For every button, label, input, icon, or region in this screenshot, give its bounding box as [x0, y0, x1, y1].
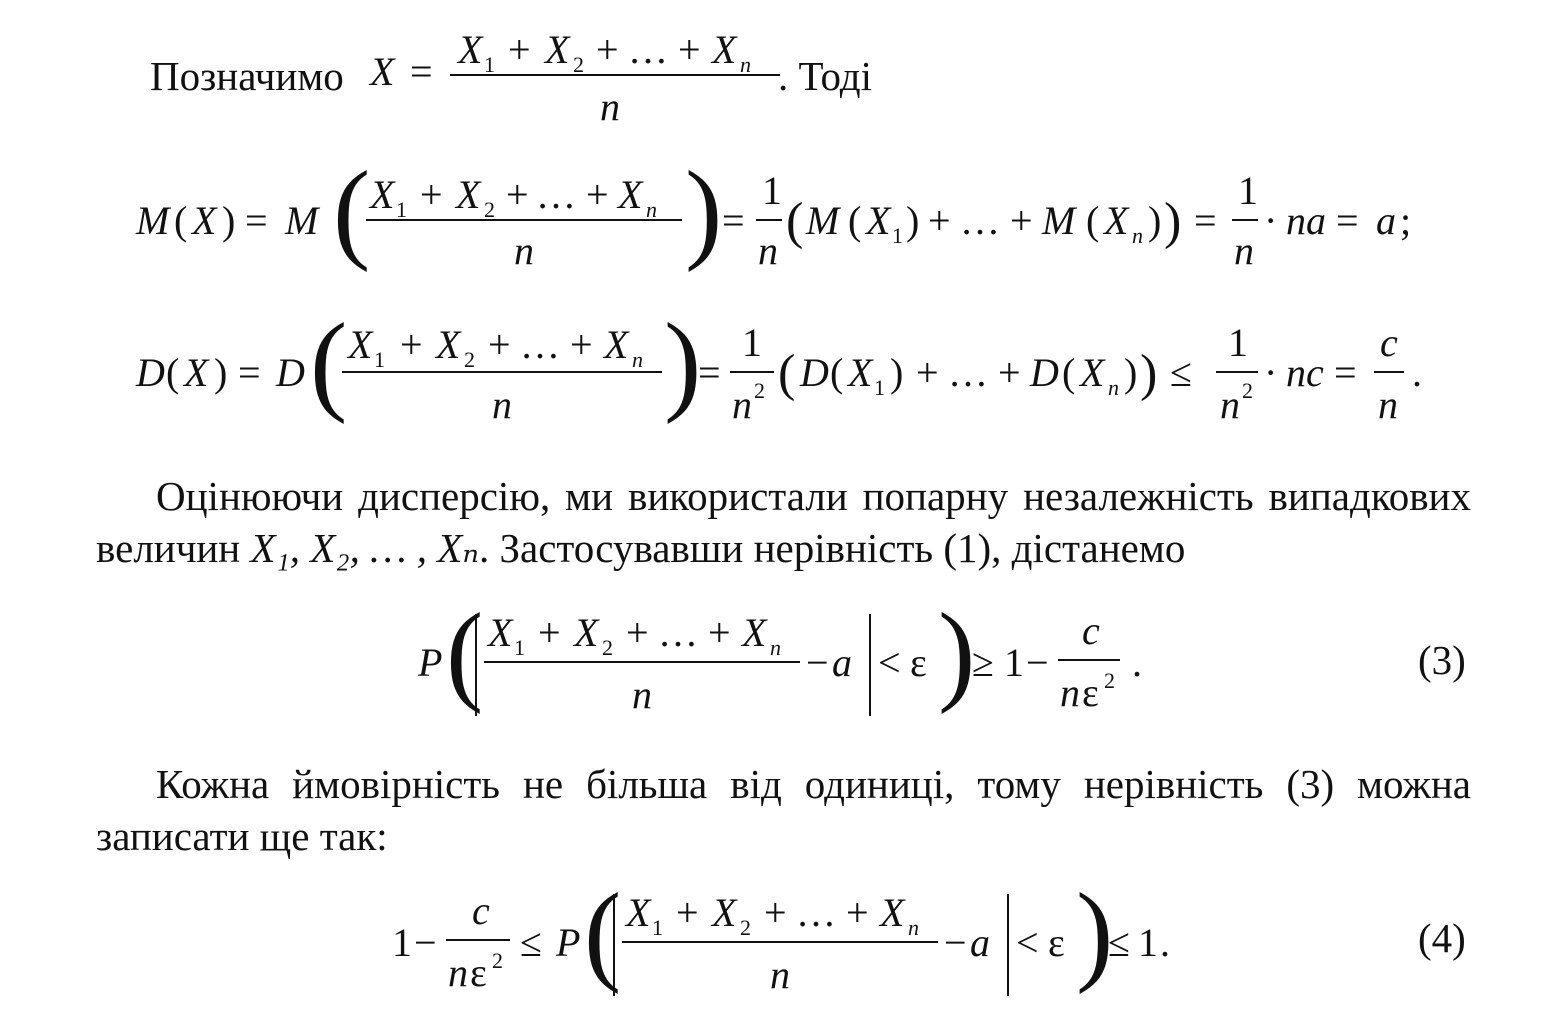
plus-sign: + — [586, 172, 609, 217]
sub-1: 1 — [484, 52, 495, 77]
x1-symbol: X — [348, 322, 373, 367]
dots: … — [628, 27, 668, 72]
plus-sign: + — [1010, 198, 1033, 243]
big-lparen: ( — [310, 301, 348, 425]
minus-sign: − — [944, 920, 967, 965]
plus-sign: + — [998, 350, 1021, 395]
plus-sign: + — [538, 610, 561, 655]
denominator-n: n — [1220, 382, 1240, 427]
equals-sign: = — [1336, 198, 1359, 243]
denominator-n: n — [1234, 228, 1254, 273]
x2-symbol: X — [545, 27, 570, 72]
le-sign: ≤ — [520, 920, 542, 965]
sub-1: 1 — [892, 223, 903, 248]
paragraph-variance-note — [96, 470, 1471, 574]
lparen: ( — [830, 350, 844, 395]
superscript-2: 2 — [754, 378, 765, 403]
lparen: ( — [1086, 198, 1100, 243]
big-lparen: ( — [333, 149, 371, 273]
lparen: ( — [1062, 350, 1076, 395]
x1-symbol: X — [848, 350, 873, 395]
plus-sign: + — [596, 27, 619, 72]
equals-sign: = — [410, 49, 433, 94]
sub-n: n — [740, 52, 751, 77]
lparen: ( — [778, 345, 796, 402]
dot: · — [1264, 350, 1278, 395]
sub-2: 2 — [464, 347, 475, 372]
xn-symbol: X — [1080, 350, 1105, 395]
denominator-n: n — [732, 382, 752, 427]
sub-2: 2 — [602, 635, 613, 660]
superscript-2: 2 — [492, 948, 503, 973]
plus-sign: + — [488, 322, 511, 367]
plus-sign: + — [916, 350, 939, 395]
x1-symbol: X — [488, 610, 513, 655]
one: 1 — [392, 920, 412, 965]
sub-n: n — [646, 197, 657, 222]
d-symbol: D — [800, 350, 829, 395]
c-symbol: c — [472, 888, 490, 933]
lparen: ( — [166, 350, 180, 395]
equation-3 — [412, 591, 1172, 730]
sub-n: n — [1108, 375, 1119, 400]
epsilon-symbol: ε — [910, 640, 927, 685]
semicolon: ; — [1400, 198, 1412, 243]
denominator-n: n — [1378, 382, 1398, 427]
plus-sign: + — [846, 890, 869, 935]
dot: · — [1264, 198, 1278, 243]
denominator-n: n — [1060, 670, 1080, 715]
superscript-2: 2 — [1104, 668, 1115, 693]
intro-lead — [150, 53, 344, 99]
xn-symbol: X — [618, 172, 643, 217]
sub-2: 2 — [740, 915, 751, 940]
sub-1: 1 — [874, 375, 885, 400]
big-rparen: ) — [664, 301, 702, 425]
superscript-2: 2 — [1242, 378, 1253, 403]
lt-sign: < — [1016, 920, 1039, 965]
equals-sign: = — [1194, 198, 1217, 243]
sub-n: n — [1132, 223, 1143, 248]
plus-sign: + — [676, 890, 699, 935]
x-symbol: X — [184, 350, 209, 395]
big-lparen: ( — [446, 591, 484, 715]
x2-symbol: X — [712, 890, 737, 935]
x-symbol: X — [192, 198, 217, 243]
plus-sign: + — [626, 610, 649, 655]
denominator-n: n — [770, 952, 790, 997]
x1-symbol: X — [458, 27, 483, 72]
big-rparen: ) — [685, 149, 723, 273]
xn-symbol: X — [1104, 198, 1129, 243]
denominator-n: n — [514, 228, 534, 273]
one: 1 — [1138, 920, 1158, 965]
rparen: ) — [1140, 345, 1158, 402]
equals-sign: = — [1334, 350, 1357, 395]
random-variables-list: X₁, X₂, … , Xₙ — [250, 525, 479, 571]
plus-sign: + — [420, 172, 443, 217]
d-symbol: D — [276, 350, 305, 395]
m-symbol: M — [806, 198, 840, 243]
equation-4 — [386, 871, 1186, 1010]
lparen: ( — [786, 193, 804, 250]
m-symbol: M — [136, 198, 170, 243]
sub-2: 2 — [573, 52, 584, 77]
plus-sign: + — [764, 890, 787, 935]
xn-symbol: X — [880, 890, 905, 935]
equation-3-number: (3) — [1418, 637, 1466, 683]
plus-sign: + — [928, 198, 951, 243]
p-symbol: P — [418, 640, 443, 685]
rparen: ) — [214, 350, 228, 395]
minus-sign: − — [414, 920, 437, 965]
c-symbol: c — [1380, 320, 1398, 365]
epsilon-symbol: ε — [1048, 920, 1065, 965]
sub-1: 1 — [396, 197, 407, 222]
lparen: ( — [848, 198, 862, 243]
dots: … — [658, 610, 698, 655]
rparen: ) — [222, 198, 236, 243]
equals-sign: = — [245, 198, 268, 243]
numerator-1: 1 — [762, 168, 782, 213]
a-symbol: a — [832, 640, 852, 685]
rparen: ) — [1124, 350, 1138, 395]
equals-sign: = — [722, 198, 745, 243]
ge-sign: ≥ — [972, 640, 994, 685]
period: . — [1132, 640, 1142, 685]
paragraph1-text-a: Оцінюючи дисперсію, ми використали попарну незалежність випадкових величин — [96, 473, 1471, 571]
plus-sign: + — [508, 27, 531, 72]
period: . — [1412, 350, 1422, 395]
xn-symbol: X — [742, 610, 767, 655]
sub-n: n — [770, 635, 781, 660]
one: 1 — [1004, 640, 1024, 685]
plus-sign: + — [708, 610, 731, 655]
d-symbol: D — [1030, 350, 1059, 395]
equals-sign: = — [238, 350, 261, 395]
le-sign: ≤ — [1108, 920, 1130, 965]
xn-symbol: X — [604, 322, 629, 367]
equals-sign: = — [698, 350, 721, 395]
minus-sign: − — [806, 640, 829, 685]
rparen: ) — [1164, 193, 1182, 250]
paragraph2-text: Кожна ймовірність не більша від одиниці, тому нерівність (3) можна записати ще так: — [96, 761, 1471, 859]
plus-sign: + — [570, 322, 593, 367]
period: . — [1160, 920, 1170, 965]
rparen: ) — [890, 350, 904, 395]
rparen: ) — [1148, 198, 1162, 243]
xn-symbol: X — [712, 27, 737, 72]
m-symbol: M — [1042, 198, 1076, 243]
lparen: ( — [174, 198, 188, 243]
x2-symbol: X — [456, 172, 481, 217]
denominator-n: n — [448, 950, 468, 995]
a-symbol: a — [970, 920, 990, 965]
paragraph1-text-b: . Застосувавши нерівність (1), дістанемо — [478, 525, 1186, 571]
numerator-1: 1 — [1228, 320, 1248, 365]
x1-symbol: X — [866, 198, 891, 243]
dots: … — [796, 890, 836, 935]
denominator-n: n — [492, 382, 512, 427]
equation-4-number: (4) — [1418, 915, 1466, 961]
sub-1: 1 — [374, 347, 385, 372]
sub-1: 1 — [652, 915, 663, 940]
variance-equation — [130, 301, 1450, 442]
denominator-n: n — [632, 672, 652, 717]
p-symbol: P — [556, 920, 581, 965]
x1-symbol: X — [370, 172, 395, 217]
rparen: ) — [906, 198, 920, 243]
big-rparen: ) — [938, 591, 976, 715]
c-symbol: c — [1082, 608, 1100, 653]
intro-tail — [778, 53, 873, 99]
dots: … — [536, 172, 576, 217]
plus-sign: + — [400, 322, 423, 367]
lt-sign: < — [878, 640, 901, 685]
sub-1: 1 — [514, 635, 525, 660]
sub-n: n — [908, 915, 919, 940]
x2-symbol: X — [574, 610, 599, 655]
a-symbol: a — [1376, 198, 1396, 243]
nc: nc — [1286, 350, 1324, 395]
intro-tail-text: . Тоді — [778, 53, 873, 99]
x1-symbol: X — [626, 890, 651, 935]
dots: … — [520, 322, 560, 367]
big-rparen: ) — [1076, 871, 1114, 995]
numerator-1: 1 — [1238, 168, 1258, 213]
denominator-n: n — [758, 228, 778, 273]
dots: … — [948, 350, 988, 395]
x2-symbol: X — [436, 322, 461, 367]
na: na — [1286, 198, 1326, 243]
sub-n: n — [632, 347, 643, 372]
expectation-equation — [130, 149, 1450, 290]
plus-sign: + — [678, 27, 701, 72]
d-symbol: D — [136, 350, 165, 395]
epsilon-symbol: ε — [470, 950, 487, 995]
intro-lead-text: Позначимо — [150, 53, 344, 99]
le-sign: ≤ — [1170, 350, 1192, 395]
epsilon-symbol: ε — [1082, 670, 1099, 715]
sub-2: 2 — [484, 197, 495, 222]
paragraph-probability-note — [96, 758, 1471, 862]
m-symbol: M — [285, 198, 319, 243]
x-symbol: X — [370, 49, 395, 94]
big-lparen: ( — [584, 871, 622, 995]
minus-sign: − — [1026, 640, 1049, 685]
denominator-n: n — [600, 84, 620, 129]
plus-sign: + — [506, 172, 529, 217]
dots: … — [960, 198, 1000, 243]
numerator-1: 1 — [742, 320, 762, 365]
